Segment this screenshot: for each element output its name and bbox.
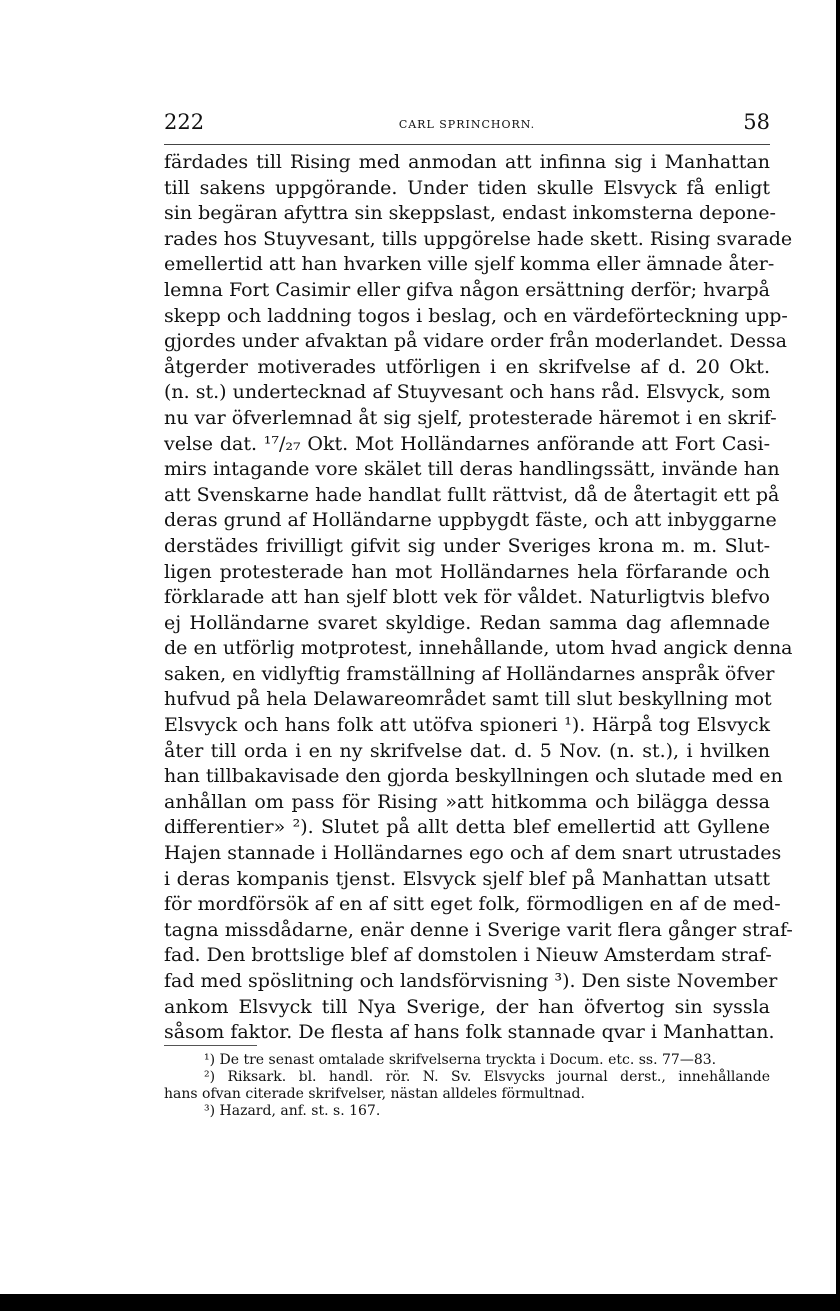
text-line: fad med spöslitning och landsförvisning ³). Den siste November <box>164 970 778 992</box>
text-line: hufvud på hela Delawareområdet samt till slut beskyllning mot <box>164 688 772 711</box>
text-line: han tillbakavisade den gjorda beskyllningen och slutade med en <box>164 765 783 788</box>
text-line: åter till orda i en ny skrifvelse dat. d. 5 Nov. (n. st.), i hvilken <box>164 739 770 762</box>
text-line: mirs intagande vore skälet till deras handlingssätt, invände han <box>164 458 780 481</box>
text-line: för mordförsök af en af sitt eget folk, förmodligen en af de med- <box>164 893 781 916</box>
text-line: ej Holländarne svaret skyldige. Redan samma dag aflemnade <box>164 611 770 634</box>
text-line: skepp och laddning togos i beslag, och en värdeförteckning upp- <box>164 304 788 327</box>
header-rule <box>164 144 770 145</box>
text-line: ankom Elsvyck till Nya Sverige, der han öfvertog sin syssla <box>164 995 770 1018</box>
text-line: saken, en vidlyftig framställning af Holländarnes anspråk öfver <box>164 662 775 685</box>
scan-edge-right <box>836 0 840 1294</box>
text-line: till sakens uppgörande. Under tiden skulle Elsvyck få enligt <box>164 176 770 199</box>
footnote: ²) Riksark. bl. handl. rör. N. Sv. Elsvycks journal derst., innehållande <box>204 1069 770 1085</box>
page-number-right: 58 <box>743 110 770 134</box>
text-line: såsom faktor. De flesta af hans folk stannade qvar i Manhattan. <box>164 1021 775 1044</box>
page-header <box>164 110 770 138</box>
text-line: gjordes under afvaktan på vidare order från moderlandet. Dessa <box>164 330 787 353</box>
body-text <box>164 150 793 1046</box>
text-line: fad. Den brottslige blef af domstolen i Nieuw Amsterdam straf- <box>164 944 772 967</box>
footnote-rule <box>164 1045 257 1046</box>
text-line: de en utförlig motprotest, innehållande, utom hvad angick denna <box>164 637 793 660</box>
text-line: nu var öfverlemnad åt sig sjelf, protesterade häremot i en skrif- <box>164 406 777 429</box>
text-line: att Svenskarne hade handlat fullt rättvist, då de återtagit ett på <box>164 483 780 506</box>
page-number-left: 222 <box>164 110 205 134</box>
text-line: ligen protesterade han mot Holländarnes hela förfarande och <box>164 560 770 583</box>
text-line: anhållan om pass för Rising »att hitkomma och bilägga dessa <box>164 790 770 813</box>
running-head: CARL SPRINCHORN. <box>398 118 536 131</box>
footnotes <box>164 1052 770 1120</box>
text-line: deras grund af Holländarne uppbygdt fäste, och att inbyggarne <box>164 509 777 532</box>
text-line: färdades till Rising med anmodan att infinna sig i Manhattan <box>164 151 770 173</box>
text-line: velse dat. ¹⁷/₂₇ Okt. Mot Holländarnes anförande att Fort Casi- <box>164 432 770 455</box>
text-line: differentier» ²). Slutet på allt detta blef emellertid att Gyllene <box>164 816 770 839</box>
footnote: ¹) De tre senast omtalade skrifvelserna tryckta i Docum. etc. ss. 77—83. <box>204 1052 717 1068</box>
text-line: Hajen stannade i Holländarnes ego och af dem snart utrustades <box>164 842 782 865</box>
footnote: ³) Hazard, anf. st. s. 167. <box>204 1103 381 1119</box>
text-line: lemna Fort Casimir eller gifva någon ersättning derför; hvarpå <box>164 278 770 301</box>
text-line: rades hos Stuyvesant, tills uppgörelse hade skett. Rising svarade <box>164 227 793 250</box>
text-line: åtgerder motiverades utförligen i en skrifvelse af d. 20 Okt. <box>164 355 770 378</box>
text-line: i deras kompanis tjenst. Elsvyck sjelf blef på Manhattan utsatt <box>164 867 770 890</box>
scan-edge-bottom <box>0 1294 840 1311</box>
text-line: derstädes frivilligt gifvit sig under Sveriges krona m. m. Slut- <box>164 534 770 557</box>
text-line: emellertid att han hvarken ville sjelf komma eller ämnade åter- <box>164 253 775 276</box>
footnote-continuation: hans ofvan citerade skrifvelser, nästan alldeles förmultnad. <box>164 1086 585 1102</box>
text-line: (n. st.) undertecknad af Stuyvesant och hans råd. Elsvyck, som <box>164 381 771 404</box>
text-line: sin begäran afyttra sin skeppslast, endast inkomsterna depone- <box>164 202 776 225</box>
text-line: Elsvyck och hans folk att utöfva spioneri ¹). Härpå tog Elsvyck <box>164 714 770 737</box>
text-line: förklarade att han sjelf blott vek för våldet. Naturligtvis blefvo <box>164 586 770 609</box>
text-line: tagna missdådarne, enär denne i Sverige varit flera gånger straf- <box>164 918 793 941</box>
